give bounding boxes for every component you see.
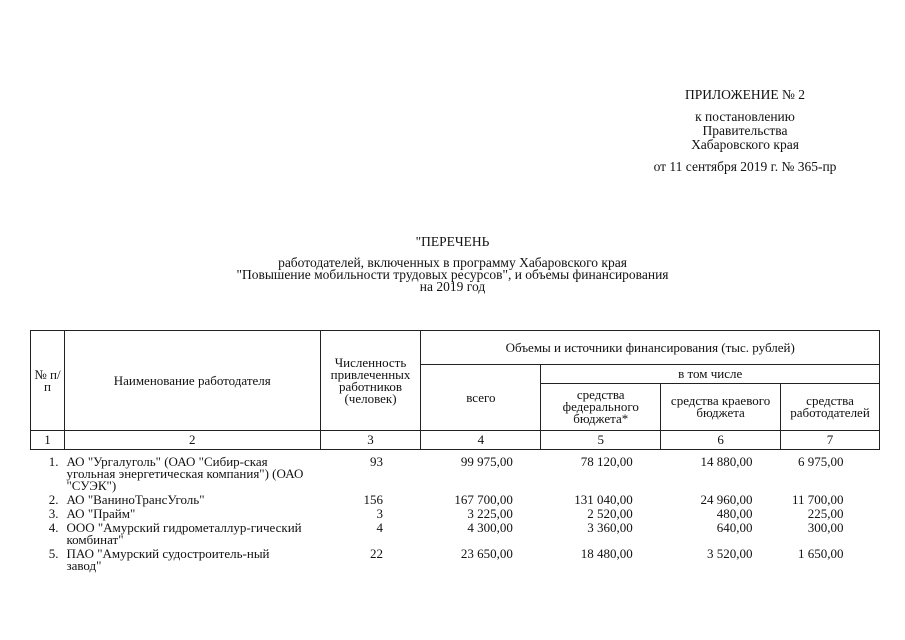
header-total: всего: [421, 365, 541, 431]
appendix-line-3: Хабаровского края: [691, 137, 799, 152]
column-number: 7: [781, 431, 880, 450]
table-row: [31, 522, 880, 548]
funding-total: 4 300,00: [467, 520, 513, 535]
header-federal: средства федерального бюджета*: [541, 384, 661, 431]
worker-count: 4: [376, 520, 383, 535]
column-number: 5: [541, 431, 661, 450]
funding-total: 3 225,00: [467, 506, 513, 521]
appendix-date-line: от 11 сентября 2019 г. № 365-пр: [653, 159, 837, 174]
worker-count: 156: [363, 492, 383, 507]
column-number: 6: [661, 431, 781, 450]
funding-federal: 3 360,00: [587, 520, 633, 535]
header-funding: Объемы и источники финансирования (тыс. рублей): [421, 331, 880, 365]
employer-name: ПАО "Амурский судостроитель-ный завод": [66, 546, 270, 573]
worker-count: 22: [369, 546, 383, 561]
header-count: Численность привлеченных работников (человек): [320, 331, 421, 431]
appendix-line-2: Правительства: [702, 123, 788, 138]
funding-regional: 480,00: [716, 506, 753, 521]
table-row: [31, 450, 880, 495]
funding-employers: 300,00: [807, 520, 844, 535]
funding-regional: 24 960,00: [700, 492, 753, 507]
funding-total: 23 650,00: [460, 546, 513, 561]
funding-regional: 640,00: [716, 520, 753, 535]
header-including: в том числе: [541, 365, 880, 384]
row-index: 3.: [48, 506, 59, 521]
column-number: 1: [31, 431, 65, 450]
header-regional: средства краевого бюджета: [661, 384, 781, 431]
employers-table: [30, 330, 880, 574]
header-num: № п/п: [31, 331, 65, 431]
funding-federal: 131 040,00: [574, 492, 633, 507]
document-subtitle-line-2: "Повышение мобильности трудовых ресурсов", и объемы финансирования: [236, 267, 669, 282]
document-subtitle-line-3: на 2019 год: [419, 279, 486, 294]
funding-federal: 78 120,00: [580, 454, 633, 469]
header-name: Наименование работодателя: [64, 331, 320, 431]
table-row: [31, 548, 880, 574]
column-number: 3: [320, 431, 421, 450]
document-title-block: [150, 236, 755, 293]
row-index: 5.: [48, 546, 59, 561]
funding-regional: 3 520,00: [707, 546, 753, 561]
worker-count: 3: [376, 506, 383, 521]
funding-employers: 225,00: [807, 506, 844, 521]
column-number: 2: [64, 431, 320, 450]
employer-name: ООО "Амурский гидрометаллур-гический комбинат": [66, 520, 302, 547]
row-index: 2.: [48, 492, 59, 507]
column-number: 4: [421, 431, 541, 450]
funding-employers: 11 700,00: [791, 492, 844, 507]
appendix-block: [600, 88, 890, 174]
funding-employers: 1 650,00: [798, 546, 844, 561]
employer-name: АО "Прайм": [66, 506, 136, 521]
worker-count: 93: [369, 454, 383, 469]
employer-name: АО "Ургалуголь" (ОАО "Сибир-ская угольная энергетическая компания") (ОАО "СУЭК"): [66, 454, 304, 493]
funding-federal: 2 520,00: [587, 506, 633, 521]
employer-name: АО "ВаниноТрансУголь": [66, 492, 205, 507]
document-subtitle-line-1: работодателей, включенных в программу Хабаровского края: [278, 255, 627, 270]
appendix-heading: ПРИЛОЖЕНИЕ № 2: [684, 87, 806, 102]
funding-regional: 14 880,00: [700, 454, 753, 469]
row-index: 4.: [48, 520, 59, 535]
document-title: "ПЕРЕЧЕНЬ: [415, 234, 490, 249]
funding-total: 99 975,00: [460, 454, 513, 469]
funding-federal: 18 480,00: [580, 546, 633, 561]
header-employers: средства работодателей: [781, 384, 880, 431]
appendix-line-1: к постановлению: [695, 109, 795, 124]
funding-employers: 6 975,00: [798, 454, 844, 469]
funding-total: 167 700,00: [454, 492, 513, 507]
row-index: 1.: [48, 454, 59, 469]
